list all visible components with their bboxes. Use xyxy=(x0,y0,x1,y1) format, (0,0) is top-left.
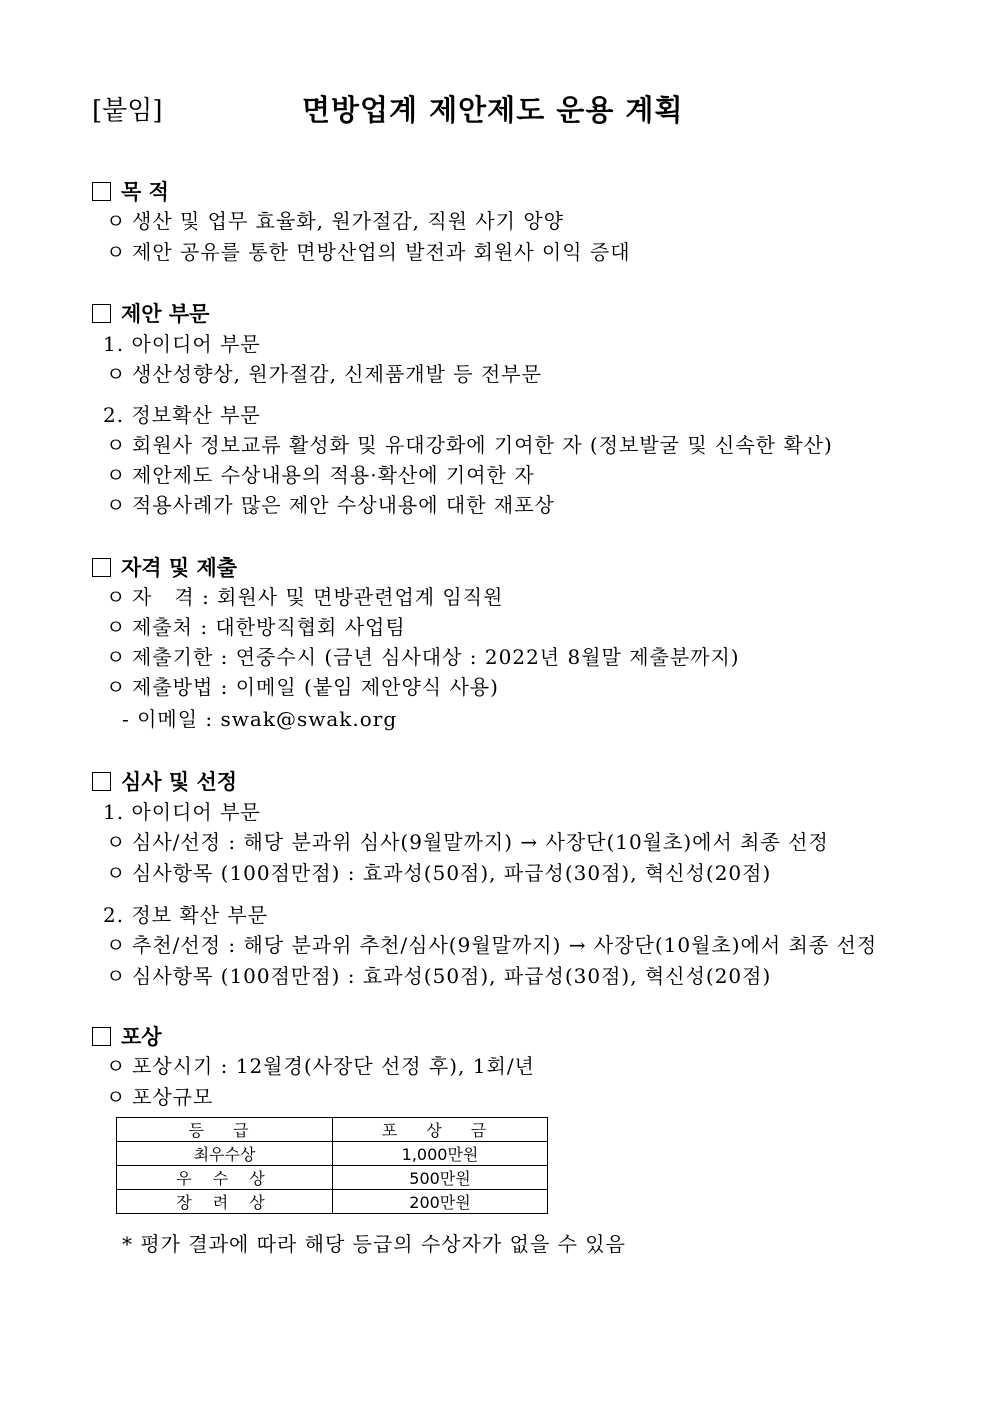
list-item: ㅇ 포상규모 xyxy=(106,1081,213,1110)
list-item: ㅇ 제안제도 수상내용의 적용·확산에 기여한 자 xyxy=(106,459,535,488)
amount-cell: 1,000만원 xyxy=(333,1142,548,1166)
section-award-heading xyxy=(92,1021,162,1051)
table-row xyxy=(117,1142,548,1166)
bullet-circle-icon: ㅇ xyxy=(106,964,127,988)
subsection-title: 1. 아이디어 부문 xyxy=(103,332,261,356)
table-header-cell: 등 급 xyxy=(117,1118,333,1142)
bullet-circle-icon: ㅇ xyxy=(106,362,127,386)
section-title: 목 적 xyxy=(121,179,169,204)
grade-cell: 우 수 상 xyxy=(117,1166,333,1190)
bullet-circle-icon: ㅇ xyxy=(106,493,127,517)
bullet-circle-icon: ㅇ xyxy=(106,1054,127,1078)
checkbox-square-icon xyxy=(92,1027,111,1046)
bullet-circle-icon: ㅇ xyxy=(106,861,127,885)
list-item: ㅇ 심사항목 (100점만점) : 효과성(50점), 파급성(30점), 혁신성(20점) xyxy=(106,960,771,989)
section-title: 포상 xyxy=(121,1024,162,1049)
subsection-title: 2. 정보 확산 부문 xyxy=(103,903,269,927)
list-item: ㅇ 심사항목 (100점만점) : 효과성(50점), 파급성(30점), 혁신성(20점) xyxy=(106,857,771,886)
list-item: ㅇ 제출기한 : 연중수시 (금년 심사대상 : 2022년 8월말 제출분까지) xyxy=(106,641,740,670)
bullet-circle-icon: ㅇ xyxy=(106,675,127,699)
table-row xyxy=(117,1166,548,1190)
bullet-circle-icon: ㅇ xyxy=(106,463,127,487)
bullet-circle-icon: ㅇ xyxy=(106,1085,127,1109)
section-title: 제안 부문 xyxy=(121,301,210,326)
table-row xyxy=(117,1190,548,1214)
section-purpose-heading xyxy=(92,176,169,206)
bullet-circle-icon: ㅇ xyxy=(106,585,127,609)
list-item: ㅇ 회원사 정보교류 활성화 및 유대강화에 기여한 자 (정보발굴 및 신속한 확산) xyxy=(106,429,833,458)
bullet-circle-icon: ㅇ xyxy=(106,830,127,854)
checkbox-square-icon xyxy=(92,182,111,201)
award-table xyxy=(116,1117,548,1214)
list-item: ㅇ 생산 및 업무 효율화, 원가절감, 직원 사기 앙양 xyxy=(106,205,564,234)
bullet-circle-icon: ㅇ xyxy=(106,209,127,233)
list-item: ㅇ 제출처 : 대한방직협회 사업팀 xyxy=(106,611,406,640)
amount-cell: 500만원 xyxy=(333,1166,548,1190)
list-item: ㅇ 제출방법 : 이메일 (붙임 제안양식 사용) xyxy=(106,671,499,700)
table-header-cell: 포 상 금 xyxy=(333,1118,548,1142)
list-item: ㅇ 포상시기 : 12월경(사장단 선정 후), 1회/년 xyxy=(106,1050,535,1079)
section-title: 심사 및 선정 xyxy=(121,769,238,794)
checkbox-square-icon xyxy=(92,558,111,577)
list-item: ㅇ 심사/선정 : 해당 분과위 심사(9월말까지) → 사장단(10월초)에서 최종 선정 xyxy=(106,826,829,855)
checkbox-square-icon xyxy=(92,772,111,791)
section-title: 자격 및 제출 xyxy=(121,555,238,580)
list-item: ㅇ 자 격 : 회원사 및 면방관련업계 임직원 xyxy=(106,581,503,610)
grade-cell: 장 려 상 xyxy=(117,1190,333,1214)
section-sectors-heading xyxy=(92,298,209,328)
section-review-heading xyxy=(92,766,237,796)
list-item: ㅇ 생산성향상, 원가절감, 신제품개발 등 전부문 xyxy=(106,358,542,387)
bullet-circle-icon: ㅇ xyxy=(106,433,127,457)
checkbox-square-icon xyxy=(92,304,111,323)
email-line: - 이메일 : swak@swak.org xyxy=(122,707,398,731)
table-header-row xyxy=(117,1118,548,1142)
bullet-circle-icon: ㅇ xyxy=(106,240,127,264)
list-item: ㅇ 제안 공유를 통한 면방산업의 발전과 회원사 이익 증대 xyxy=(106,236,631,265)
list-item: ㅇ 적용사례가 많은 제안 수상내용에 대한 재포상 xyxy=(106,489,555,518)
subsection-title: 2. 정보확산 부문 xyxy=(103,403,261,427)
bullet-circle-icon: ㅇ xyxy=(106,615,127,639)
document-title: 면방업계 제안제도 운용 계획 xyxy=(302,93,684,127)
attachment-label: [붙임] xyxy=(92,96,163,126)
section-eligibility-heading xyxy=(92,552,237,582)
amount-cell: 200만원 xyxy=(333,1190,548,1214)
award-note: * 평가 결과에 따라 해당 등급의 수상자가 없을 수 있음 xyxy=(122,1232,626,1256)
bullet-circle-icon: ㅇ xyxy=(106,645,127,669)
grade-cell: 최우수상 xyxy=(117,1142,333,1166)
list-item: ㅇ 추천/선정 : 해당 분과위 추천/심사(9월말까지) → 사장단(10월초)에서 최종 선정 xyxy=(106,929,877,958)
subsection-title: 1. 아이디어 부문 xyxy=(103,800,261,824)
bullet-circle-icon: ㅇ xyxy=(106,933,127,957)
